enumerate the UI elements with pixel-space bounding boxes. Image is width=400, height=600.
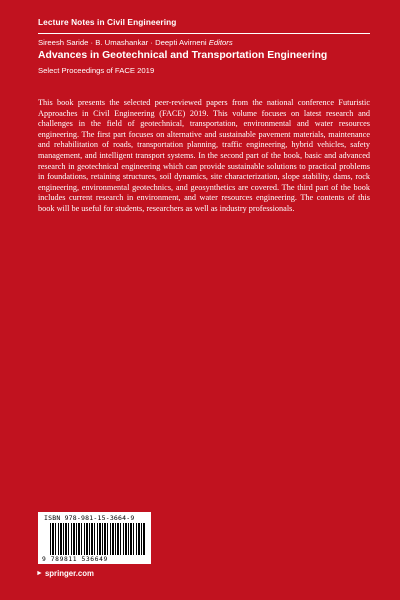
barcode-digits: 9 789811 536649: [42, 556, 108, 563]
isbn-number: ISBN 978-981-15-3664-9: [44, 514, 135, 522]
divider: [38, 33, 370, 34]
editor-names: Sireesh Saride · B. Umashankar · Deepti Avirneni: [38, 38, 207, 47]
book-title: Advances in Geotechnical and Transportation Engineering: [38, 50, 328, 61]
barcode-box: [38, 512, 151, 564]
right-arrow-icon: ►: [36, 570, 43, 577]
editors-role: Editors: [208, 38, 233, 47]
editors-line: [38, 38, 233, 47]
book-description: This book presents the selected peer-reviewed papers from the national conference Futuristic Approaches in Civil Engineering (FACE) 2019. This volume focuses on latest research and challenges in the field of geotechnical, transportation, environmental and water resources engineering. The first part focuses on alternative and sustainable pavement materials, maintenance and rehabilitation of roads, transportation planning, traffic engineering, hybrid vehicles, safety management, and intelligent transport systems. In the second part of the book, basic and advanced research in geotechnical engineering which can provide sustainable solutions to practical problems in foundations, retaining structures, soil dynamics, site characterization, slope stability, dams, rock engineering, environmental geotechnics, and geosynthetics are covered. The third part of the book includes current research in environment, and water resources engineering. The contents of this book will be useful for students, researchers as well as industry professionals.: [38, 98, 370, 213]
barcode-icon: [50, 523, 146, 555]
book-subtitle: Select Proceedings of FACE 2019: [38, 66, 155, 75]
series-name: Lecture Notes in Civil Engineering: [38, 17, 177, 27]
website-url: springer.com: [44, 569, 94, 578]
publisher-website[interactable]: [36, 569, 94, 578]
